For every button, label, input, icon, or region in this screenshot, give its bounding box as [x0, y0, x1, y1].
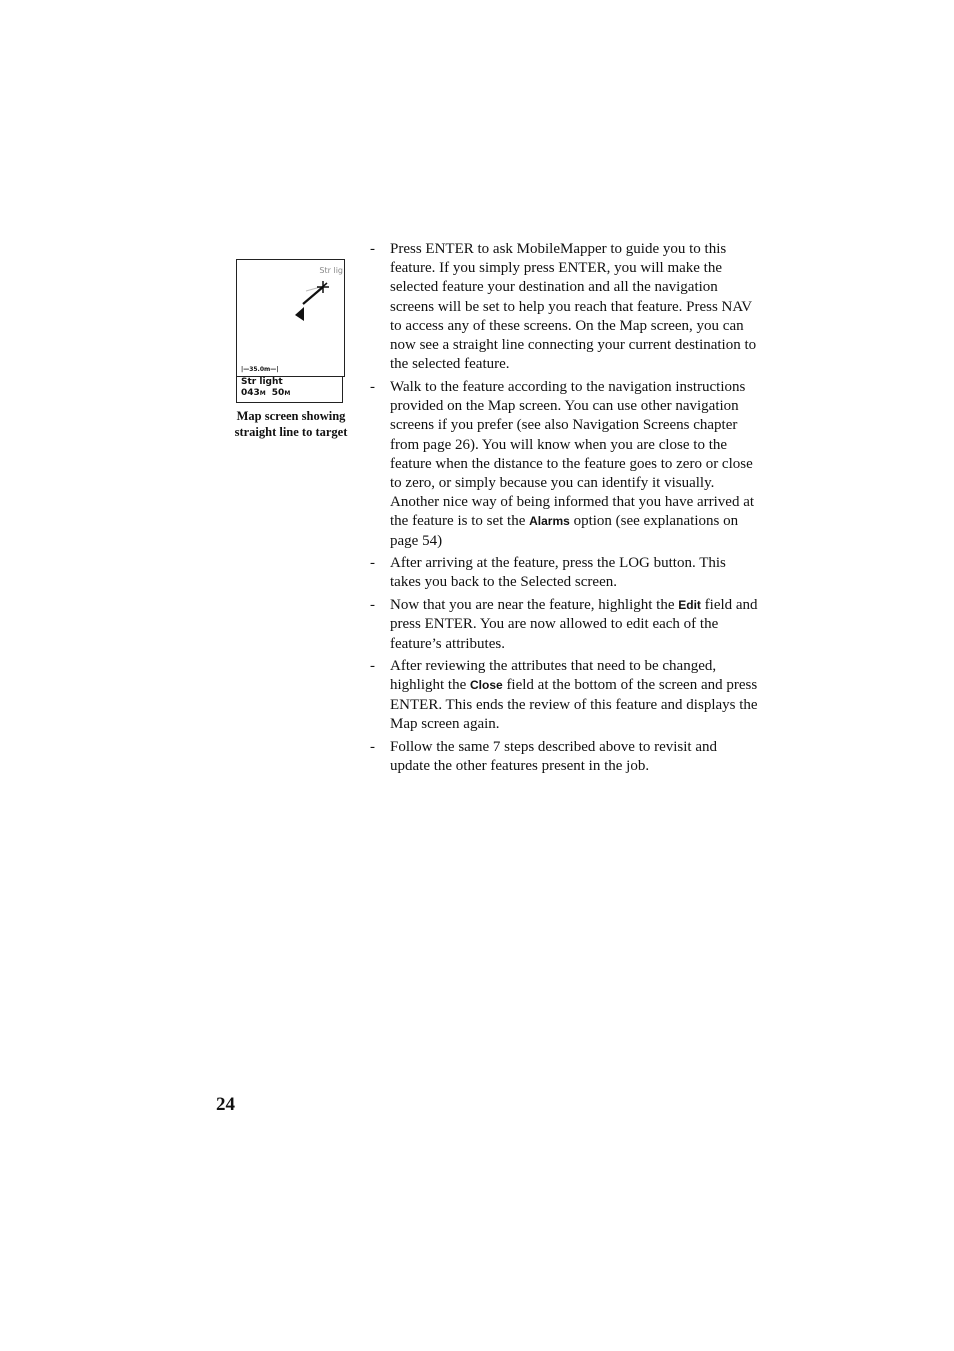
edit-keyword: Edit	[678, 598, 701, 613]
page-number: 24	[216, 1094, 235, 1115]
close-keyword: Close	[470, 678, 503, 693]
list-item: - Walk to the feature according to the navigation instructions provided on the Map screen. You can use other navigation screens if you prefer (see also Navigation Screens chapter from page 26). You will know when you are close to the feature when the distance to the feature goes to zero or close to zero, or simply because you can identify it visually. Another nice way of being informed that you have arrived at the feature is to set the Alarms option (see explanations on page 54)	[370, 378, 755, 549]
list-item: - After arriving at the feature, press the LOG button. This takes you back to the Selected screen.	[370, 555, 726, 591]
status-feature-name: Str light	[241, 377, 283, 387]
list-item: - After reviewing the attributes that need to be changed, highlight the Close field at the bottom of the screen and press ENTER. This ends the review of this feature and displays the Map screen again.	[370, 658, 758, 732]
map-target-label: Str lig	[319, 266, 343, 275]
list-item: - Follow the same 7 steps described above to revisit and update the other features present in the job.	[370, 738, 718, 774]
list-item: - Now that you are near the feature, highlight the Edit field and press ENTER. You are now allowed to edit each of the feature’s attributes.	[370, 597, 758, 652]
navigation-line-icon	[237, 260, 344, 376]
map-status-bar	[236, 377, 343, 403]
figure-caption: Map screen showing straight line to target	[234, 409, 348, 439]
status-bearing: 043M	[241, 388, 266, 398]
status-distance: 50M	[271, 388, 291, 398]
status-bearing-distance	[241, 388, 342, 399]
alarms-keyword: Alarms	[529, 514, 570, 529]
list-item: - Press ENTER to ask MobileMapper to guide you to this feature. If you simply press ENTER, you will make the selected feature your destination and all the navigation screens will be set to help you reach that feature. Press NAV to access any of these screens. On the Map screen, you can now see a straight line connecting your current destination to the selected feature.	[370, 241, 757, 373]
map-scale-indicator: |—35.0m—|	[241, 366, 279, 373]
map-screen-figure	[236, 259, 346, 403]
map-screen	[236, 259, 345, 377]
steps-list	[370, 240, 760, 779]
